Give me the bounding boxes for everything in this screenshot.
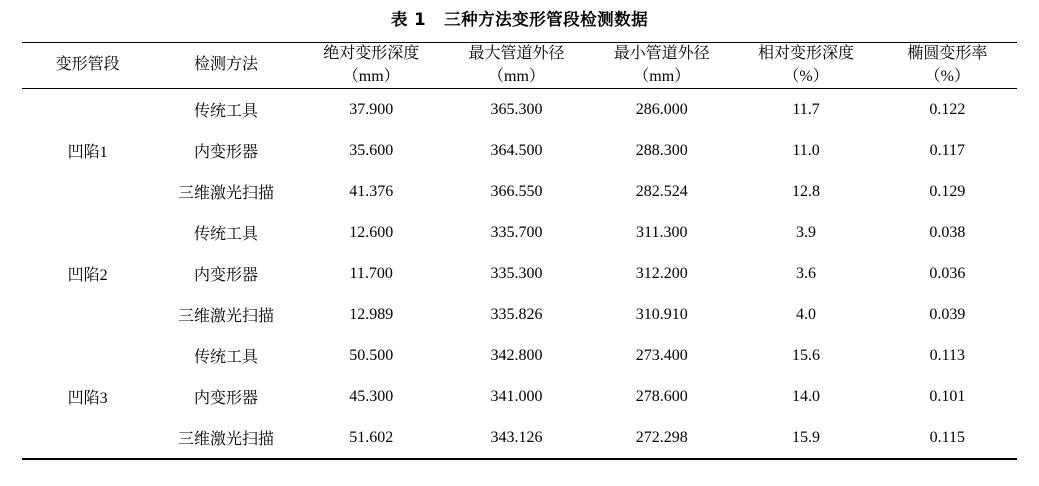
cell-method: 内变形器 [193,144,258,162]
cell-rel-depth: 15.9 [792,428,821,446]
table-caption [22,0,1017,42]
cell-rel-depth: 12.8 [792,182,821,200]
cell-max-od: 364.500 [490,141,543,159]
cell-max-od: 335.826 [490,305,543,323]
cell-rel-depth: 3.6 [796,264,817,282]
cell-min-od: 272.298 [635,428,688,446]
cell-ellipse: 0.117 [929,141,966,159]
cell-rel-depth: 11.0 [792,141,820,159]
row-group-label-2: 凹陷2 [67,267,108,285]
column-header-abs-depth-line2: （mm） [342,67,400,85]
cell-min-od: 273.400 [635,346,688,364]
column-header-rel-depth-line2: （%） [783,67,829,85]
cell-ellipse: 0.038 [929,223,966,241]
cell-max-od: 342.800 [490,346,543,364]
row-group-label-3: 凹陷3 [67,390,108,408]
table-row [22,335,1017,376]
cell-ellipse: 0.036 [929,264,966,282]
column-header-min-od [589,43,734,89]
column-header-min-od-line1: 最小管道外径 [613,45,710,62]
table-caption-title: 三种方法变形管段检测数据 [444,10,649,29]
cell-rel-depth: 4.0 [796,305,817,323]
cell-method: 三维激光扫描 [177,431,274,449]
cell-min-od: 282.524 [635,182,688,200]
cell-ellipse: 0.113 [929,346,966,364]
cell-rel-depth: 14.0 [792,387,821,405]
column-header-max-od-line2: （mm） [488,67,545,85]
column-header-rel-depth-line1: 相对变形深度 [758,45,855,62]
cell-method: 内变形器 [193,267,258,285]
cell-method: 内变形器 [193,390,258,408]
cell-method: 传统工具 [193,226,258,244]
table-row [22,212,1017,253]
deformation-data-table [22,42,1017,460]
cell-min-od: 278.600 [635,387,688,405]
column-header-ellipse-line1: 椭圆变形率 [907,45,988,62]
table-row [22,89,1017,131]
column-header-rel-depth [734,43,877,89]
header-row [22,43,1017,89]
cell-max-od: 343.126 [490,428,543,446]
cell-max-od: 335.700 [490,223,543,241]
column-header-abs-depth [299,43,444,89]
cell-max-od: 366.550 [490,182,543,200]
column-header-min-od-line2: （mm） [633,67,691,85]
cell-rel-depth: 3.9 [796,223,817,241]
table-caption-label: 表 1 [390,10,427,29]
cell-abs-depth: 12.600 [349,223,394,241]
cell-abs-depth: 35.600 [349,141,394,159]
column-header-max-od [444,43,589,89]
cell-abs-depth: 11.700 [349,264,393,282]
cell-abs-depth: 41.376 [349,182,394,200]
cell-ellipse: 0.039 [929,305,966,323]
cell-rel-depth: 11.7 [792,100,820,118]
column-header-abs-depth-line1: 绝对变形深度 [323,45,420,62]
cell-method: 传统工具 [193,103,258,121]
table-body [22,89,1017,460]
column-header-method-line1: 检测方法 [193,56,258,74]
cell-abs-depth: 45.300 [349,387,394,405]
cell-abs-depth: 50.500 [349,346,394,364]
cell-ellipse: 0.115 [929,428,966,446]
cell-min-od: 311.300 [636,223,688,241]
cell-abs-depth: 51.602 [349,428,394,446]
cell-ellipse: 0.101 [929,387,966,405]
cell-min-od: 288.300 [635,141,688,159]
cell-max-od: 341.000 [490,387,543,405]
cell-max-od: 335.300 [490,264,543,282]
column-header-segment [22,43,153,89]
cell-ellipse: 0.122 [929,100,966,118]
column-header-method [153,43,298,89]
table-row [22,417,1017,459]
table-row [22,171,1017,212]
cell-min-od: 310.910 [635,305,688,323]
cell-abs-depth: 12.989 [349,305,394,323]
column-header-ellipse [878,43,1017,89]
column-header-ellipse-line2: （%） [924,67,970,85]
table-header [22,43,1017,89]
row-group-label-1: 凹陷1 [67,144,108,162]
column-header-segment-line1: 变形管段 [55,56,120,74]
cell-rel-depth: 15.6 [792,346,821,364]
cell-max-od: 365.300 [490,100,543,118]
column-header-max-od-line1: 最大管道外径 [468,45,565,62]
table-row [22,294,1017,335]
cell-abs-depth: 37.900 [349,100,394,118]
cell-method: 三维激光扫描 [177,185,274,203]
cell-min-od: 286.000 [635,100,688,118]
table-row [22,253,1017,294]
cell-ellipse: 0.129 [929,182,966,200]
cell-method: 三维激光扫描 [177,308,274,326]
table-row [22,130,1017,171]
cell-method: 传统工具 [193,349,258,367]
cell-min-od: 312.200 [635,264,688,282]
table-row [22,376,1017,417]
